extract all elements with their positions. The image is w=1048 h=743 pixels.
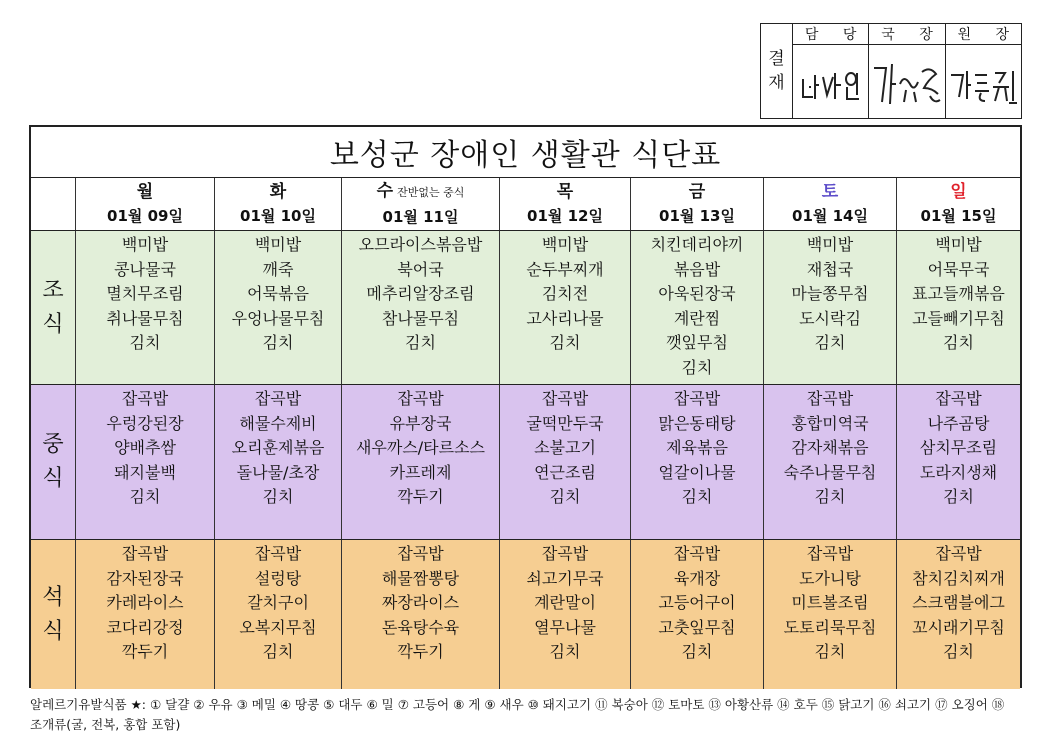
menu-item: 고들빼기무침 (912, 308, 1005, 328)
menu-item: 메추리알장조림 (366, 284, 475, 303)
menu-item: 홍합미역국 (791, 413, 869, 433)
menu-item: 잡곡밥 (673, 544, 721, 563)
menu-item: 잡곡밥 (673, 389, 721, 408)
menu-item: 아욱된장국 (658, 284, 736, 303)
menu-item: 우렁강된장 (106, 413, 184, 433)
menu-item: 백미밥 (121, 235, 169, 254)
menu-item: 소불고기 (534, 438, 596, 457)
menu-item: 깍두기 (397, 642, 444, 661)
menu-item: 잡곡밥 (254, 389, 302, 408)
menu-item: 잡곡밥 (397, 389, 444, 408)
menu-item: 김치 (129, 333, 161, 352)
meal-row-dinner (31, 540, 1020, 689)
day-note: 잔반없는 중식 (397, 186, 465, 199)
menu-cell (631, 385, 764, 539)
menu-item: 잡곡밥 (806, 544, 854, 563)
day-name: 월 (136, 182, 154, 202)
menu-item: 설렁탕 (254, 568, 302, 588)
menu-cell (215, 540, 342, 689)
menu-item: 북어국 (397, 259, 444, 279)
menu-item: 잡곡밥 (935, 544, 982, 563)
meal-row-lunch (31, 385, 1020, 540)
menu-item: 나주곰탕 (927, 413, 990, 433)
menu-cell (764, 385, 897, 539)
day-header-wed (342, 178, 500, 230)
approval-box (760, 23, 1022, 119)
day-header-sat (764, 178, 897, 230)
day-header-row (31, 178, 1020, 231)
meal-label-char: 식 (42, 466, 64, 491)
menu-item: 김치 (405, 333, 436, 352)
menu-cell (76, 385, 215, 539)
menu-item: 김치 (262, 642, 294, 661)
menu-cell (342, 231, 500, 384)
signature-head-image (947, 57, 1019, 107)
allergy-note: 알레르기유발식품 ★: ① 달걀 ② 우유 ③ 메밀 ④ 땅콩 ⑤ 대두 ⑥ 밀 ⑦ 고등어 ⑧ 게 ⑨ 새우 ⑩ 돼지고기 ⑪ 복숭아 ⑫ 토마토 ⑬ 아황산류 ⑭ 호두 ⑮ 닭고기 ⑯ 쇠고기 ⑰ 오징어 ⑱ 조개류(굴, 전복, 홍합 포함) (30, 697, 1005, 732)
day-name: 목 (556, 182, 574, 202)
menu-item: 취나물무침 (106, 308, 184, 328)
menu-item: 깍두기 (121, 642, 169, 661)
approval-column-staff (793, 24, 869, 118)
approval-column-head (946, 24, 1021, 118)
menu-cell (342, 385, 500, 539)
menu-item: 숙주나물무침 (783, 462, 877, 482)
menu-table (29, 125, 1022, 688)
menu-item: 도토리묵무침 (783, 617, 877, 637)
menu-item: 오복지무침 (239, 617, 317, 637)
menu-item: 김치 (549, 642, 581, 661)
menu-item: 잡곡밥 (541, 544, 589, 563)
day-date: 01월 10일 (240, 207, 316, 225)
menu-cell (897, 231, 1020, 384)
menu-cell (500, 540, 631, 689)
day-name: 수 (376, 181, 394, 201)
menu-item: 잡곡밥 (121, 389, 169, 408)
menu-item: 연근조림 (534, 462, 596, 482)
menu-item: 김치 (262, 333, 294, 352)
menu-item: 오므라이스볶음밥 (358, 235, 483, 254)
menu-cell (631, 231, 764, 384)
menu-item: 김치 (129, 487, 161, 506)
menu-item: 백미밥 (541, 235, 589, 254)
menu-item: 맑은동태탕 (658, 413, 736, 433)
menu-item: 김치 (943, 333, 974, 352)
meal-row-breakfast (31, 231, 1020, 385)
menu-item: 얼갈이나물 (658, 462, 736, 482)
approval-label-char: 결 (768, 49, 785, 69)
menu-item: 깨죽 (262, 259, 294, 279)
menu-item: 멸치무조림 (106, 284, 184, 303)
day-header-mon (76, 178, 215, 230)
menu-cell (764, 540, 897, 689)
menu-item: 우엉나물무침 (231, 308, 325, 328)
menu-item: 열무나물 (534, 617, 596, 637)
day-header-tue (215, 178, 342, 230)
menu-cell (631, 540, 764, 689)
menu-item: 김치 (943, 487, 974, 506)
meal-label (31, 540, 76, 689)
menu-item: 돈육탕수육 (381, 617, 460, 637)
signature-head (946, 45, 1021, 118)
meal-label (31, 231, 76, 384)
menu-item: 코다리강정 (106, 617, 184, 637)
menu-cell (897, 540, 1020, 689)
page-title: 보성군 장애인 생활관 식단표 (31, 127, 1020, 178)
menu-item: 치킨데리야끼 (650, 235, 744, 254)
approval-label-char: 재 (768, 73, 785, 93)
meal-label-char: 석 (42, 584, 64, 610)
menu-cell (215, 231, 342, 384)
day-header-fri (631, 178, 764, 230)
day-date: 01월 12일 (527, 207, 603, 225)
menu-item: 오리훈제볶음 (231, 438, 325, 457)
signature-director (869, 45, 944, 118)
menu-item: 김치 (814, 487, 846, 506)
menu-item: 김치 (943, 642, 974, 661)
menu-item: 갈치구이 (247, 593, 309, 612)
day-date: 01월 14일 (792, 207, 868, 225)
signature-staff-image (797, 57, 865, 107)
corner-cell (31, 178, 76, 230)
menu-cell (500, 385, 631, 539)
day-date: 01월 13일 (659, 207, 735, 225)
menu-item: 도시락김 (799, 308, 861, 328)
menu-item: 카프레제 (389, 462, 452, 482)
menu-item: 콩나물국 (114, 259, 176, 279)
meal-label-char: 조 (42, 277, 64, 303)
meal-label (31, 385, 76, 539)
menu-item: 어묵볶음 (247, 284, 309, 303)
menu-cell (500, 231, 631, 384)
menu-item: 짜장라이스 (381, 593, 460, 612)
menu-item: 순두부찌개 (526, 259, 604, 279)
menu-cell (897, 385, 1020, 539)
approval-role: 담 당 (793, 24, 868, 45)
menu-item: 고등어구이 (658, 593, 736, 612)
approval-role: 국 장 (869, 24, 944, 45)
menu-item: 잡곡밥 (397, 544, 444, 563)
menu-item: 깻잎무침 (666, 333, 728, 352)
signature-director-image (870, 54, 944, 110)
menu-item: 김치 (549, 333, 581, 352)
approval-label (761, 24, 793, 118)
menu-item: 굴떡만두국 (526, 413, 604, 433)
menu-cell (215, 385, 342, 539)
day-name: 일 (950, 182, 967, 202)
menu-item: 김치전 (541, 284, 589, 303)
menu-item: 잡곡밥 (806, 389, 854, 408)
menu-cell (764, 231, 897, 384)
menu-item: 삼치무조림 (919, 438, 998, 457)
menu-item: 고춧잎무침 (658, 617, 736, 637)
menu-item: 감자채볶음 (791, 438, 869, 457)
menu-cell (76, 540, 215, 689)
menu-item: 잡곡밥 (935, 389, 982, 408)
menu-item: 계란찜 (673, 308, 721, 328)
approval-column-director (869, 24, 945, 118)
approval-role: 원 장 (946, 24, 1021, 45)
menu-item: 김치 (681, 487, 713, 506)
menu-item: 김치 (681, 642, 713, 661)
menu-item: 마늘쫑무침 (791, 284, 869, 303)
signature-staff (793, 45, 868, 118)
menu-item: 돼지불백 (114, 462, 176, 482)
menu-item: 잡곡밥 (254, 544, 302, 563)
menu-cell (76, 231, 215, 384)
day-name: 토 (821, 182, 839, 202)
day-date: 01월 15일 (920, 207, 997, 225)
menu-item: 미트볼조림 (791, 593, 869, 612)
menu-item: 도가니탕 (799, 568, 861, 588)
menu-item: 육개장 (673, 568, 721, 588)
menu-item: 김치 (262, 487, 294, 506)
menu-item: 표고들깨볶음 (912, 284, 1005, 303)
menu-item: 볶음밥 (673, 259, 721, 279)
day-header-thu (500, 178, 631, 230)
menu-item: 양배추쌈 (114, 438, 176, 457)
menu-item: 재첩국 (806, 259, 854, 279)
menu-item: 깍두기 (397, 487, 444, 506)
menu-item: 백미밥 (935, 235, 982, 254)
menu-item: 백미밥 (806, 235, 854, 254)
meal-label-char: 식 (42, 311, 64, 337)
menu-cell (342, 540, 500, 689)
menu-item: 스크램블에그 (912, 593, 1005, 612)
menu-item: 잡곡밥 (121, 544, 169, 563)
menu-item: 참치김치찌개 (912, 568, 1005, 588)
menu-item: 김치 (549, 487, 581, 506)
menu-item: 쇠고기무국 (526, 568, 604, 588)
menu-item: 어묵무국 (927, 259, 990, 279)
meal-label-char: 식 (42, 618, 64, 644)
menu-item: 감자된장국 (106, 568, 184, 588)
menu-item: 해물수제비 (239, 413, 317, 433)
menu-item: 유부장국 (389, 413, 452, 433)
menu-item: 꼬시래기무침 (912, 617, 1005, 637)
menu-item: 고사리나물 (526, 308, 604, 328)
menu-item: 참나물무침 (381, 308, 460, 328)
menu-item: 김치 (681, 357, 713, 377)
day-name: 화 (269, 182, 287, 202)
day-date: 01월 11일 (382, 208, 459, 226)
meal-label-char: 중 (42, 432, 64, 457)
menu-item: 계란말이 (534, 593, 596, 612)
menu-item: 새우까스/타르소스 (355, 438, 486, 457)
menu-item: 백미밥 (254, 235, 302, 254)
menu-item: 카레라이스 (106, 593, 184, 612)
day-date: 01월 09일 (107, 207, 183, 225)
menu-item: 해물짬뽕탕 (381, 568, 460, 588)
menu-item: 김치 (814, 333, 846, 352)
menu-item: 제육볶음 (666, 438, 728, 457)
menu-item: 김치 (814, 642, 846, 661)
menu-item: 도라지생채 (919, 462, 998, 482)
day-header-sun (897, 178, 1020, 230)
day-name: 금 (688, 182, 706, 202)
menu-item: 돌나물/초장 (236, 462, 320, 482)
menu-item: 잡곡밥 (541, 389, 589, 408)
